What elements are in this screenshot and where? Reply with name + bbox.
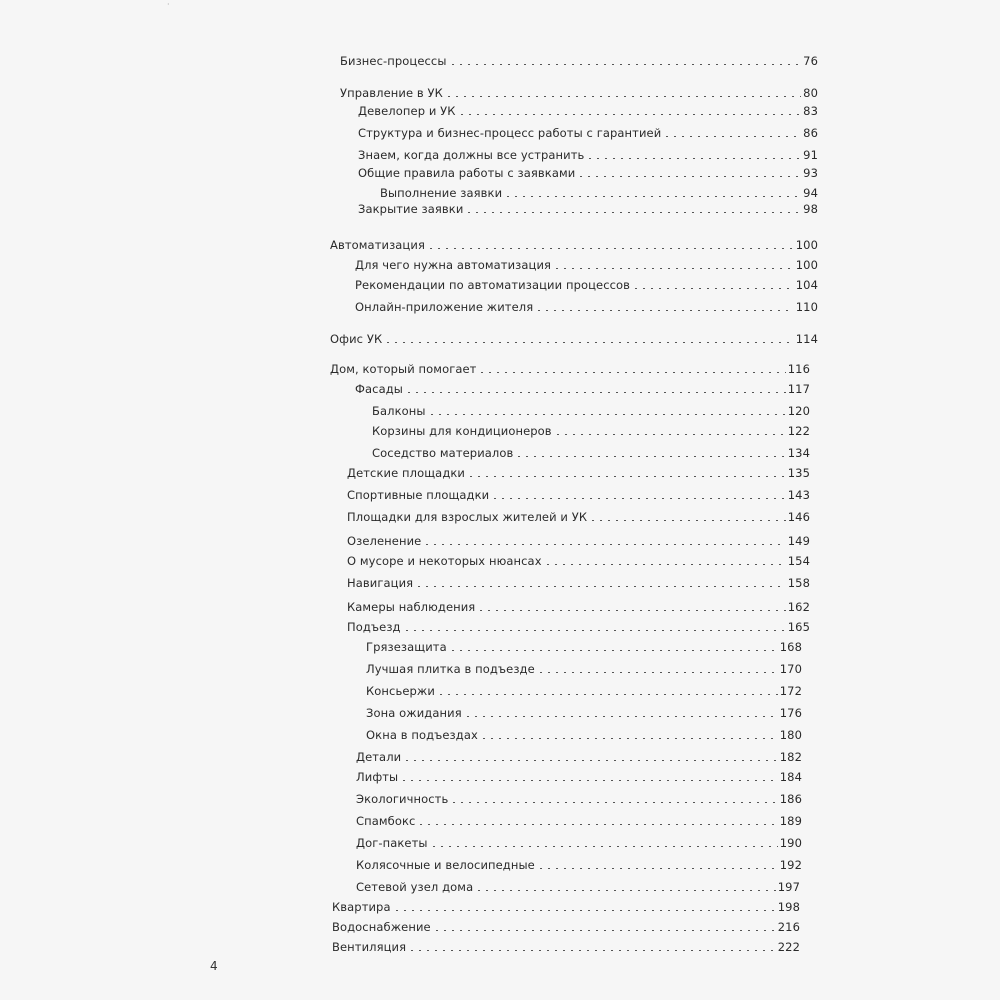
toc-entry-page-number: 180: [779, 728, 802, 742]
toc-entry-title: Для чего нужна автоматизация: [355, 258, 552, 272]
toc-entry-page-number: 198: [777, 900, 800, 914]
toc-entry-page-number: 149: [787, 534, 810, 548]
toc-entry-page-number: 100: [795, 238, 818, 252]
dot-leader: [449, 64, 802, 65]
toc-entry-page-number: 162: [787, 600, 810, 614]
toc-entry-page-number: 143: [787, 488, 810, 502]
toc-entry-page-number: 189: [779, 814, 802, 828]
toc-entry-title: Окна в подъездах: [366, 728, 478, 742]
toc-entry-title: Онлайн-приложение жителя: [355, 300, 534, 314]
dot-leader: [393, 910, 776, 911]
toc-entry-page-number: 168: [779, 640, 802, 654]
dot-leader: [515, 456, 785, 457]
toc-entry[interactable]: [340, 52, 818, 70]
dot-leader: [408, 950, 776, 951]
dot-leader: [544, 564, 786, 565]
toc-entry[interactable]: [330, 236, 818, 254]
toc-entry-page-number: 176: [779, 706, 802, 720]
toc-entry[interactable]: [372, 422, 810, 440]
toc-entry-page-number: 216: [777, 920, 800, 934]
toc-entry-page-number: 186: [779, 792, 802, 806]
toc-entry-page-number: 83: [803, 104, 818, 118]
toc-entry-page-number: 154: [787, 554, 810, 568]
toc-entry-title: Структура и бизнес-процесс работы с гарантией: [358, 126, 662, 140]
toc-entry[interactable]: [356, 856, 802, 874]
toc-entry-page-number: 135: [787, 466, 810, 480]
toc-entry[interactable]: [355, 298, 818, 316]
toc-entry-title: Фасады: [355, 382, 403, 396]
toc-entry[interactable]: [366, 638, 802, 656]
dot-leader: [465, 212, 801, 213]
dot-leader: [577, 176, 801, 177]
dot-leader: [491, 498, 786, 499]
dot-leader: [450, 802, 777, 803]
toc-entry-title: Подъезд: [347, 620, 401, 634]
toc-entry-title: Экологичность: [356, 792, 449, 806]
toc-entry-title: Водоснабжение: [332, 920, 431, 934]
toc-entry-page-number: 190: [779, 836, 802, 850]
toc-entry-title: Соседство материалов: [372, 446, 514, 460]
toc-entry-title: Вентиляция: [332, 940, 407, 954]
toc-entry-page-number: 100: [795, 258, 818, 272]
toc-entry[interactable]: [355, 380, 810, 398]
dot-leader: [537, 868, 778, 869]
dot-leader: [449, 650, 778, 651]
toc-entry-page-number: 91: [803, 148, 818, 162]
toc-entry[interactable]: [372, 402, 810, 420]
toc-entry-title: Офис УК: [330, 332, 383, 346]
toc-entry[interactable]: [366, 682, 802, 700]
toc-entry-title: Закрытие заявки: [358, 202, 464, 216]
toc-entry[interactable]: [347, 464, 810, 482]
toc-entry-title: Бизнес-процессы: [340, 54, 447, 68]
toc-entry-title: Сетевой узел дома: [356, 880, 474, 894]
toc-entry-title: Спамбокс: [356, 814, 416, 828]
toc-entry-page-number: 184: [779, 770, 802, 784]
dot-leader: [428, 414, 786, 415]
toc-entry-title: Камеры наблюдения: [347, 600, 476, 614]
dot-leader: [535, 310, 794, 311]
toc-entry-page-number: 86: [803, 126, 818, 140]
toc-entry[interactable]: [356, 768, 802, 786]
toc-entry-title: О мусоре и некоторых нюансах: [347, 554, 542, 568]
toc-entry[interactable]: [366, 726, 802, 744]
toc-entry[interactable]: [347, 552, 810, 570]
dot-leader: [430, 846, 778, 847]
toc-entry[interactable]: [347, 574, 810, 592]
toc-entry[interactable]: [356, 748, 802, 766]
dot-leader: [427, 248, 794, 249]
toc-entry[interactable]: [347, 508, 810, 526]
toc-entry[interactable]: [332, 938, 800, 956]
toc-entry[interactable]: [366, 660, 802, 678]
toc-entry[interactable]: [358, 102, 818, 120]
dot-leader: [400, 780, 778, 781]
toc-entry[interactable]: [358, 124, 818, 142]
toc-entry-page-number: 76: [803, 54, 818, 68]
toc-entry-title: Навигация: [347, 576, 414, 590]
toc-entry[interactable]: [347, 598, 810, 616]
toc-entry-page-number: 122: [787, 424, 810, 438]
dot-leader: [504, 196, 801, 197]
toc-entry-title: Выполнение заявки: [380, 186, 503, 200]
toc-entry-title: Знаем, когда должны все устранить: [358, 148, 585, 162]
toc-entry-page-number: 182: [779, 750, 802, 764]
toc-entry-title: Грязезащита: [366, 640, 447, 654]
toc-entry-page-number: 197: [777, 880, 800, 894]
toc-entry[interactable]: [355, 256, 818, 274]
toc-entry[interactable]: [356, 812, 802, 830]
toc-entry-title: Лучшая плитка в подъезде: [366, 662, 535, 676]
dot-leader: [417, 824, 777, 825]
dot-leader: [403, 760, 778, 761]
dot-leader: [467, 476, 786, 477]
dot-leader: [464, 716, 778, 717]
toc-entry[interactable]: [332, 898, 800, 916]
dot-leader: [480, 738, 778, 739]
toc-entry-title: Дог-пакеты: [356, 836, 428, 850]
toc-entry[interactable]: [340, 84, 818, 102]
toc-entry-title: Спортивные площадки: [347, 488, 490, 502]
toc-entry[interactable]: [358, 200, 818, 218]
toc-entry-title: Озеленение: [347, 534, 422, 548]
toc-entry-page-number: 80: [803, 86, 818, 100]
toc-entry-page-number: 104: [795, 278, 818, 292]
toc-entry-page-number: 110: [795, 300, 818, 314]
toc-entry-title: Автоматизация: [330, 238, 425, 252]
toc-entry[interactable]: [347, 618, 810, 636]
toc-entry-page-number: 170: [779, 662, 802, 676]
toc-entry[interactable]: [358, 146, 818, 164]
toc-entry-title: Лифты: [356, 770, 399, 784]
dot-leader: [475, 890, 776, 891]
dot-leader: [554, 434, 786, 435]
dot-leader: [553, 268, 794, 269]
toc-entry-title: Балконы: [372, 404, 426, 418]
toc-entry-page-number: 114: [795, 332, 818, 346]
dot-leader: [403, 630, 786, 631]
toc-entry-page-number: 222: [777, 940, 800, 954]
toc-entry-page-number: 192: [779, 858, 802, 872]
toc-entry-page-number: 116: [787, 362, 810, 376]
toc-entry[interactable]: [330, 360, 810, 378]
toc-entry-title: Дом, который помогает: [330, 362, 477, 376]
dot-leader: [586, 158, 801, 159]
dot-leader: [458, 114, 802, 115]
toc-entry-title: Зона ожидания: [366, 706, 462, 720]
dot-leader: [632, 288, 794, 289]
toc-entry[interactable]: [358, 164, 818, 182]
toc-entry[interactable]: [330, 330, 818, 348]
toc-entry-title: Корзины для кондиционеров: [372, 424, 552, 438]
toc-entry-title: Детские площадки: [347, 466, 465, 480]
toc-entry-title: Рекомендации по автоматизации процессов: [355, 278, 631, 292]
toc-entry-title: Девелопер и УК: [358, 104, 456, 118]
toc-entry[interactable]: [355, 276, 818, 294]
toc-entry-page-number: 146: [787, 510, 810, 524]
toc-entry-title: Детали: [356, 750, 402, 764]
toc-entry-page-number: 94: [803, 186, 818, 200]
toc-entry[interactable]: [356, 790, 802, 808]
toc-entry-page-number: 172: [779, 684, 802, 698]
toc-entry-page-number: 134: [787, 446, 810, 460]
toc-entry[interactable]: [366, 704, 802, 722]
toc-entry-page-number: 98: [803, 202, 818, 216]
scan-corner-mark: ·: [167, 0, 170, 9]
toc-entry-title: Общие правила работы с заявками: [358, 166, 576, 180]
dot-leader: [477, 610, 785, 611]
toc-entry[interactable]: [347, 486, 810, 504]
dot-leader: [537, 672, 778, 673]
dot-leader: [663, 136, 801, 137]
toc-entry-title: Управление в УК: [340, 86, 443, 100]
toc-entry-title: Колясочные и велосипедные: [356, 858, 535, 872]
dot-leader: [589, 520, 786, 521]
dot-leader: [437, 694, 778, 695]
dot-leader: [478, 372, 785, 373]
page-number: 4: [210, 959, 218, 973]
toc-entry-page-number: 165: [787, 620, 810, 634]
toc-entry-page-number: 117: [787, 382, 810, 396]
toc-entry-page-number: 120: [787, 404, 810, 418]
toc-entry[interactable]: [347, 532, 810, 550]
dot-leader: [433, 930, 776, 931]
toc-entry[interactable]: [332, 918, 800, 936]
toc-entry[interactable]: [356, 834, 802, 852]
toc-entry[interactable]: [356, 878, 800, 896]
dot-leader: [415, 586, 786, 587]
dot-leader: [384, 342, 794, 343]
toc-entry-page-number: 93: [803, 166, 818, 180]
toc-entry-title: Консьержи: [366, 684, 435, 698]
dot-leader: [405, 392, 786, 393]
toc-entry-page-number: 158: [787, 576, 810, 590]
toc-entry[interactable]: [372, 444, 810, 462]
toc-entry-title: Квартира: [332, 900, 391, 914]
dot-leader: [423, 544, 785, 545]
toc-entry-title: Площадки для взрослых жителей и УК: [347, 510, 588, 524]
dot-leader: [445, 96, 801, 97]
